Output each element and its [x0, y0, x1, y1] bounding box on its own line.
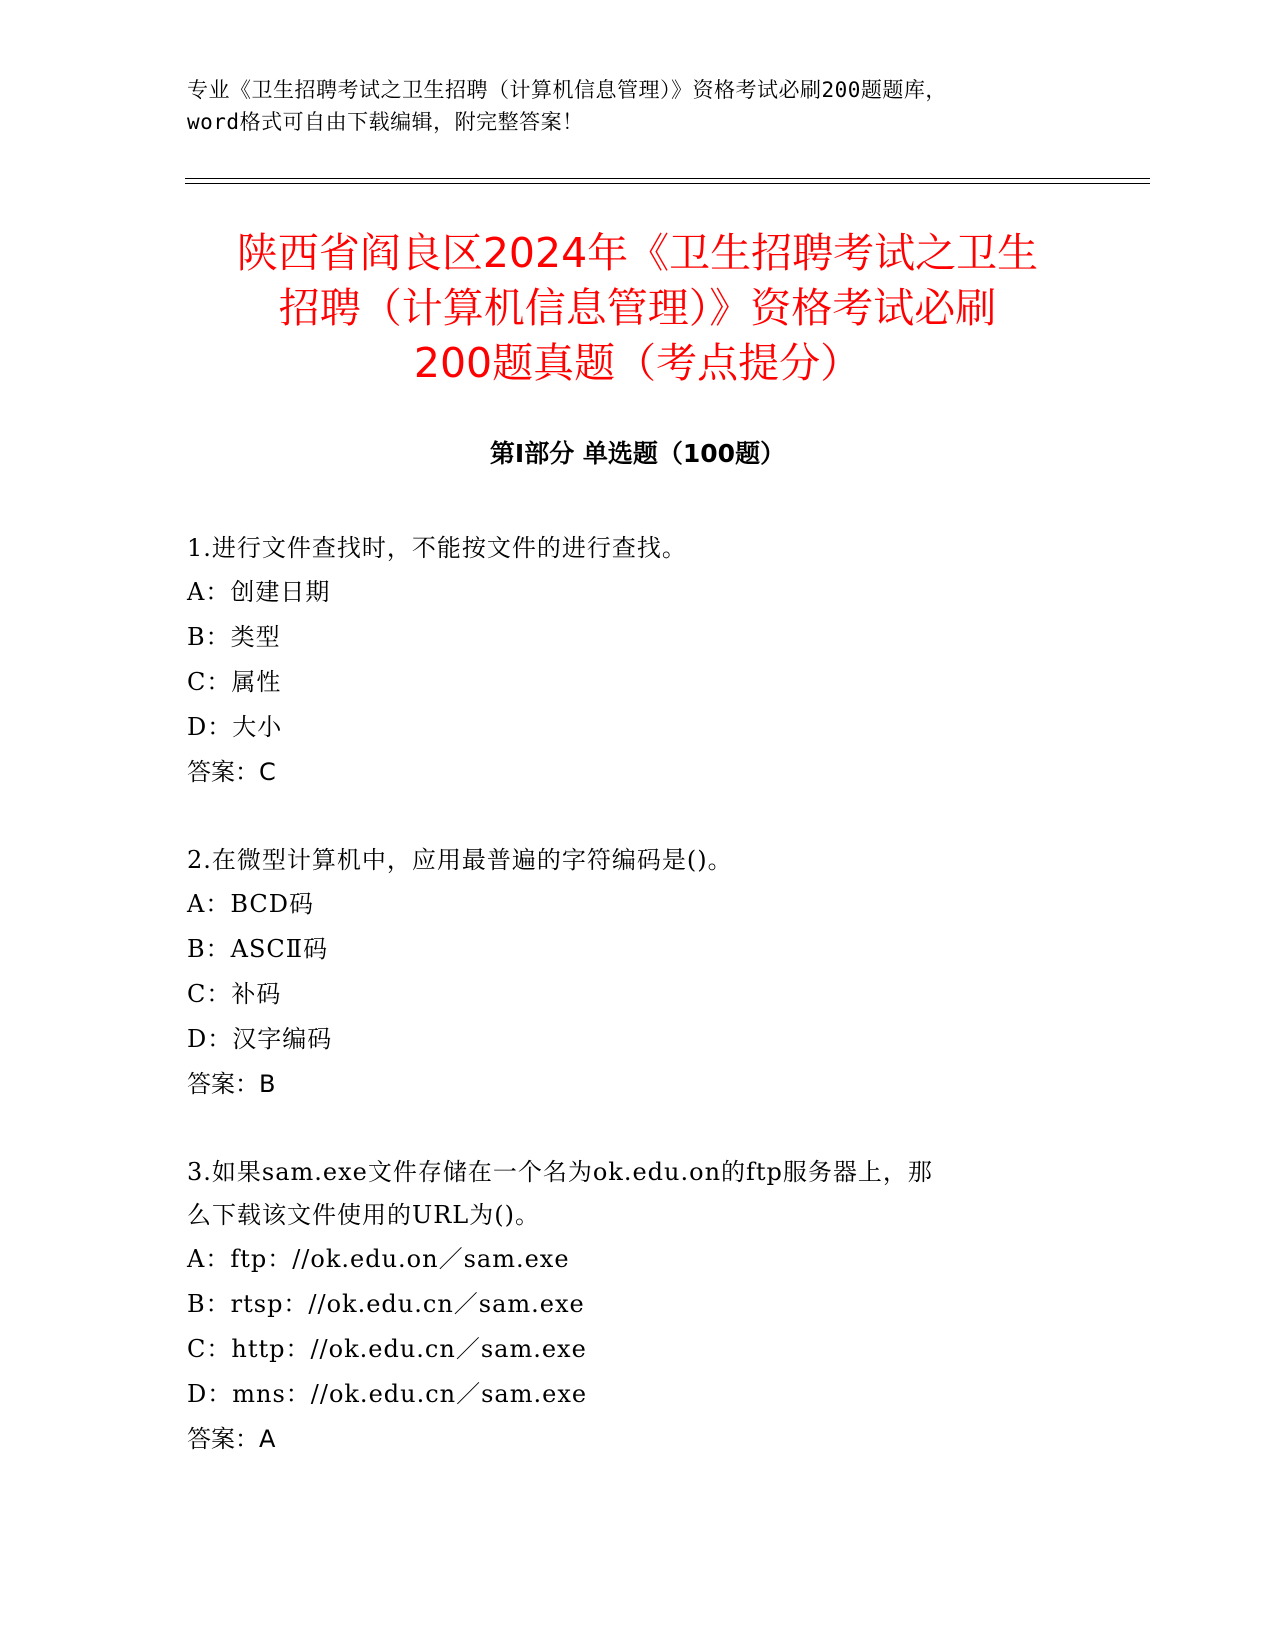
answer-line: 答案：B — [187, 1070, 276, 1098]
option-b: B：ASCⅡ码 — [187, 935, 329, 963]
document-title — [150, 226, 1125, 391]
option-d: D：mns：//ok.edu.cn／sam.exe — [187, 1380, 588, 1408]
answer-line: 答案：C — [187, 758, 276, 786]
question-stem: 3.如果sam.exe文件存储在一个名为ok.edu.on的ftp服务器上，那 — [187, 1158, 933, 1186]
option-c: C：属性 — [187, 668, 282, 696]
question-list — [187, 527, 1087, 1506]
header-note — [187, 74, 1087, 138]
answer-line: 答案：A — [187, 1425, 276, 1453]
question-item — [187, 527, 1087, 795]
option-d: D：汉字编码 — [187, 1025, 333, 1053]
header-divider — [185, 178, 1150, 179]
option-a: A：ftp：//ok.edu.on／sam.exe — [187, 1245, 570, 1273]
option-a: A：BCD码 — [187, 890, 315, 918]
document-title-line: 200题真题（考点提分） — [413, 339, 862, 387]
option-b: B：类型 — [187, 623, 281, 651]
header-divider — [185, 183, 1150, 184]
document-title-line: 招聘（计算机信息管理）》资格考试必刷 — [278, 284, 997, 332]
header-note-line: word格式可自由下载编辑，附完整答案！ — [187, 110, 584, 134]
question-stem: 么下载该文件使用的URL为()。 — [187, 1201, 540, 1229]
question-item — [187, 839, 1087, 1107]
option-c: C：补码 — [187, 980, 282, 1008]
option-a: A：创建日期 — [187, 578, 331, 606]
option-c: C：http：//ok.edu.cn／sam.exe — [187, 1335, 587, 1363]
option-d: D：大小 — [187, 713, 283, 741]
header-note-line: 专业《卫生招聘考试之卫生招聘（计算机信息管理）》资格考试必刷200题题库， — [187, 78, 947, 102]
section-title: 第Ⅰ部分 单选题（100题） — [489, 439, 786, 468]
question-stem: 2.在微型计算机中，应用最普遍的字符编码是()。 — [187, 846, 733, 874]
question-item — [187, 1151, 1087, 1462]
question-stem: 1.进行文件查找时，不能按文件的进行查找。 — [187, 534, 687, 562]
option-b: B：rtsp：//ok.edu.cn／sam.exe — [187, 1290, 585, 1318]
document-title-line: 陕西省阎良区2024年《卫生招聘考试之卫生 — [236, 229, 1039, 277]
